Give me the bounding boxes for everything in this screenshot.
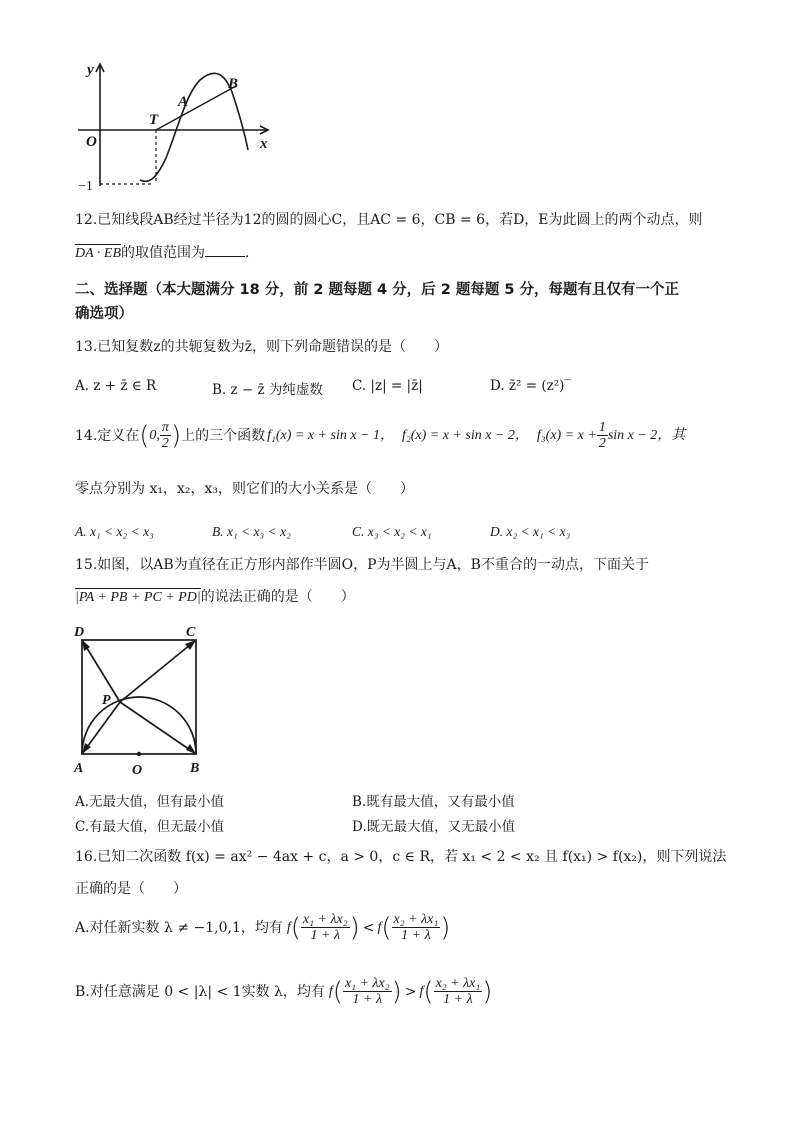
q15-option-c[interactable]: C.有最大值，但无最小值 [75,819,225,835]
q16-option-a[interactable]: A.对任新实数 λ ≠ −1,0,1，均有 f ( $\frac{\text{x₁ + λx₂}}{1 + \lambda}$ ) < f ( $\frac{\text{x₂ + λx₁}}{1 + \lambda}$ ) [75,912,451,943]
q14-option-d[interactable]: D. x₂ < x₁ < x₃ [490,524,571,539]
arrowhead-D [82,640,90,651]
q13-option-a[interactable]: A. z + z̄ ∈ R [75,378,157,394]
q14-mid: 上的三个函数 [181,427,266,444]
question-14-line1: 14.定义在 ( 0, $\frac{\pi}{2}$ ) 上的三个函数 f₁(x) = x + sin x − 1， f₂(x) = x + sin x − 2， f₃(x) = x + $\frac{1}{2}$ sin x − 2，其 [75,420,686,451]
q13-option-b[interactable]: B. z − z̄ 为纯虚数 [212,382,323,398]
label-A: A [74,761,84,776]
q14-interval-left: 0, [149,427,160,443]
function-graph-figure [74,58,274,198]
q16a-fraction-right: $\frac{\text{x₂ + λx₁}}{1 + \lambda}$ [393,912,439,943]
question-16-line1: 16.已知二次函数 f(x) = ax² − 4ax + c，a > 0，c ∈ R，若 x₁ < 2 < x₂ 且 f(x₁) > f(x₂)，则下列说法 [75,849,727,865]
q14-f2: f₂(x) = x + sin x − 2， [402,427,529,443]
question-16-line2: 正确的是（ ） [75,881,187,897]
vector-PB [120,702,196,754]
q14-option-c[interactable]: C. x₃ < x₂ < x₁ [352,524,432,539]
question-15-line2 [75,588,355,607]
label-B: B [228,76,239,92]
q14-f3-post: sin x − 2，其 [607,427,686,443]
section-2-title: 二、选择题（本大题满分 18 分，前 2 题每题 4 分，后 2 题每题 5 分，每题有且仅有一个正 [75,282,680,298]
q16b-fraction-right: $\frac{\text{x₂ + λx₁}}{1 + \lambda}$ [435,976,481,1007]
q16b-fraction-left: $\frac{\text{x₁ + λx₂}}{1 + \lambda}$ [344,976,390,1007]
q14-f1: f₁(x) = x + sin x − 1， [267,427,394,443]
vector-PC [120,640,196,702]
q16a-fraction-left: $\frac{\text{x₁ + λx₂}}{1 + \lambda}$ [302,912,348,943]
label-A: A [178,94,189,110]
q15-option-d[interactable]: D.既无最大值，又无最小值 [352,819,516,835]
q14-pre: 14.定义在 [75,427,140,444]
square-semicircle-figure [70,624,220,778]
label-D: D [74,625,85,640]
label-T: T [149,112,159,128]
question-15-tail: 的说法正确的是（ ） [200,589,355,605]
q15-option-a[interactable]: A.无最大值，但有最小值 [75,794,225,810]
label-y: y [87,62,94,78]
label-P: P [102,693,111,708]
label-O: O [86,134,97,150]
question-14-line2: 零点分别为 x₁，x₂，x₃，则它们的大小关系是（ ） [75,481,414,497]
semicircle-O [82,697,196,754]
vector-PD [82,640,120,702]
section-2-title-cont: 确选项） [75,306,133,322]
question-13: 13.已知复数z的共轭复数为z̄，则下列命题错误的是（ ） [75,339,449,355]
q14-f3-pre: f₃(x) = x + [536,427,597,443]
label-minus-one: −1 [78,179,93,194]
dot-product-expression: DA · EB [75,246,122,261]
label-B: B [190,761,200,776]
q16-option-a-pre: A.对任新实数 λ ≠ −1,0,1，均有 [75,919,283,936]
q13-option-c[interactable]: C. |z| = |z̄| [352,378,423,394]
vector-sum-magnitude: |PA + PB + PC + PD| [75,590,201,605]
question-15-line1: 15.如图，以AB为直径在正方形内部作半圆O，P为半圆上与A，B不重合的一动点，下面关于 [75,557,649,573]
center-point-O [137,752,141,756]
q14-interval-fraction: $\frac{\pi}{2}$ [161,420,169,451]
q14-option-a[interactable]: A. x₁ < x₂ < x₃ [75,524,154,539]
q15-option-b[interactable]: B.既有最大值，又有最小值 [352,794,515,810]
q14-f3-fraction: $\frac{1}{2}$ [598,420,606,451]
question-12-tail: 的取值范围为 [121,245,206,261]
label-x: x [260,136,268,152]
question-12-line2: DA · EB的取值范围为 . [75,245,250,261]
q16-option-b-pre: B.对任意满足 0 < |λ| < 1实数 λ，均有 [75,983,325,1000]
q16-option-b[interactable]: B.对任意满足 0 < |λ| < 1实数 λ，均有 f ( $\frac{\text{x₁ + λx₂}}{1 + \lambda}$ ) > f ( $\frac{\text{x₂ + λx₁}}{1 + \lambda}$ ) [75,976,493,1007]
q13-option-d[interactable]: D. z̄² = (z²)‾ [490,378,572,394]
question-12-line1: 12.已知线段AB经过半径为12的圆的圆心C，且AC = 6，CB = 6，若D，E为此圆上的两个动点，则 [75,212,703,228]
q14-option-b[interactable]: B. x₁ < x₃ < x₂ [212,524,291,539]
label-O: O [132,763,143,778]
arrowhead-B [186,744,196,754]
label-C: C [186,625,196,640]
answer-blank[interactable] [205,244,245,257]
tangent-line-TB [156,86,236,130]
